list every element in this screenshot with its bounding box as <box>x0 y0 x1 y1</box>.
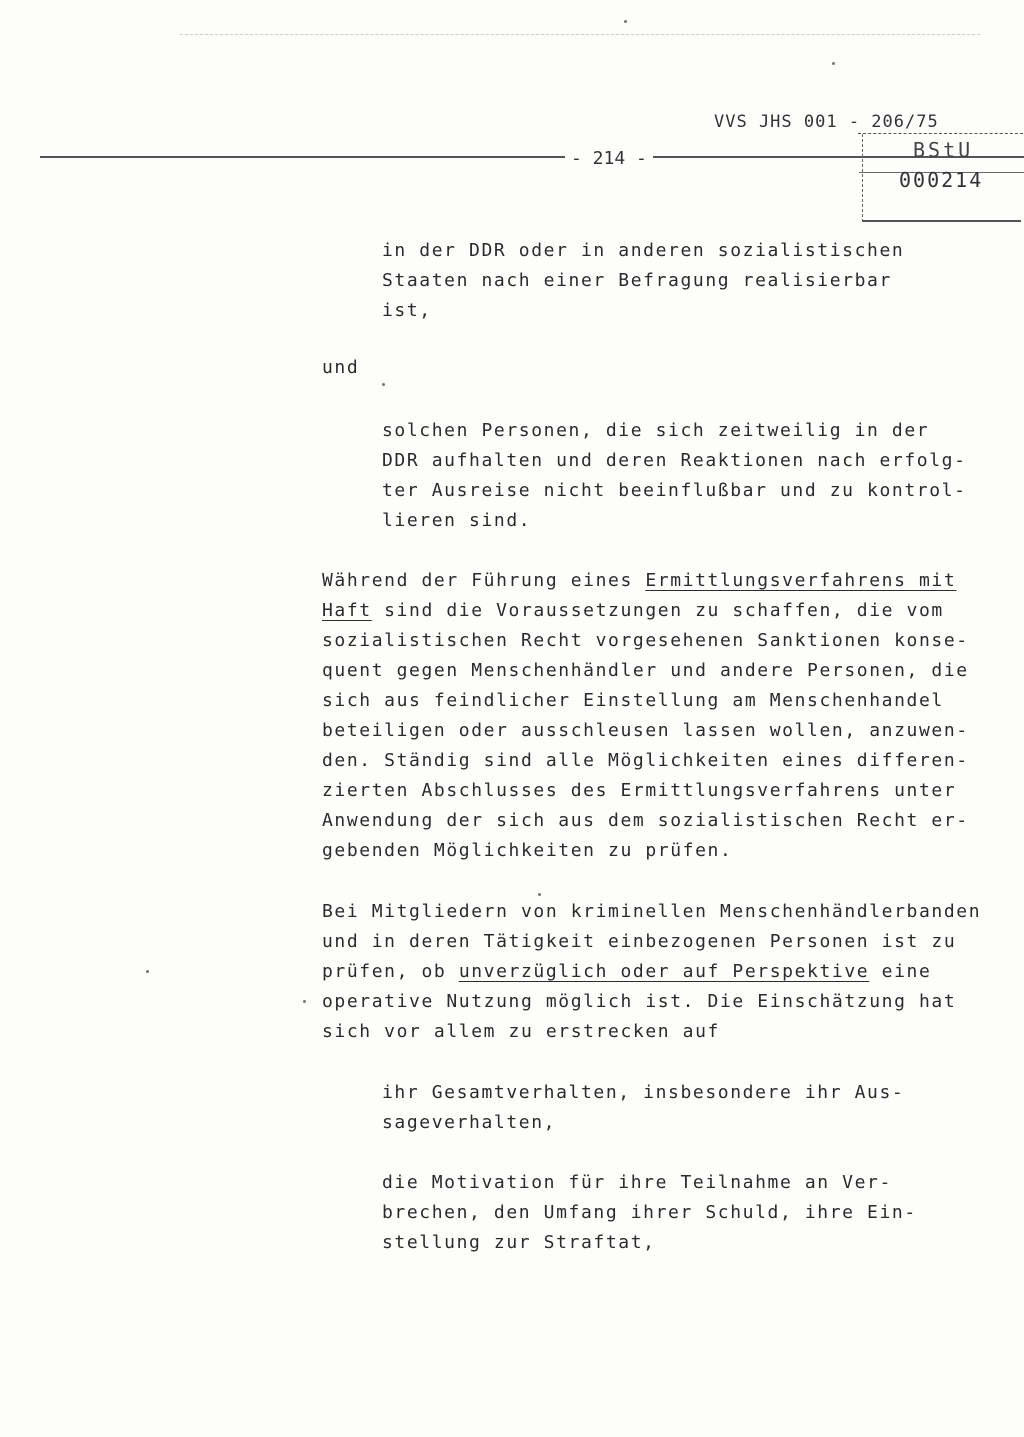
scan-dot <box>303 1000 306 1003</box>
paragraph-line: sich vor allem zu erstrecken auf <box>322 1021 720 1042</box>
paragraph-line: sozialistischen Recht vorgesehenen Sanktionen konse- <box>322 630 969 651</box>
paragraph-line: den. Ständig sind alle Möglichkeiten eines differen- <box>322 750 969 771</box>
list-line: brechen, den Umfang ihrer Schuld, ihre Ein- <box>382 1202 917 1223</box>
scan-dot <box>832 62 835 65</box>
list-line: die Motivation für ihre Teilnahme an Ver- <box>382 1172 892 1193</box>
underlined-term: Haft <box>322 600 372 621</box>
text-run: Während der Führung eines <box>322 570 646 591</box>
text-line: Staaten nach einer Befragung realisierbar <box>382 270 892 291</box>
paragraph-line: beteiligen oder ausschleusen lassen wollen, anzuwen- <box>322 720 969 741</box>
stamp-number: 000214 <box>899 168 984 192</box>
underlined-term: Ermittlungsverfahrens mit <box>645 570 957 591</box>
archive-stamp <box>862 134 1021 222</box>
connector-word: und <box>322 357 360 378</box>
text-line: lieren sind. <box>382 510 532 531</box>
paragraph-line <box>322 566 956 596</box>
page-number: - 214 - <box>565 148 653 169</box>
paragraph-line: zierten Abschlusses des Ermittlungsverfahrens unter <box>322 780 957 801</box>
text-line: DDR aufhalten und deren Reaktionen nach erfolg- <box>382 450 967 471</box>
text-run: sind die Voraussetzungen zu schaffen, die vom <box>371 600 944 621</box>
list-line: sageverhalten, <box>382 1112 557 1133</box>
scan-dot <box>624 20 627 23</box>
text-line: in der DDR oder in anderen sozialistischen <box>382 240 905 261</box>
paragraph-line: Bei Mitgliedern von kriminellen Menschenhändlerbanden <box>322 901 982 922</box>
scan-dot <box>538 893 541 896</box>
paragraph-line: gebenden Möglichkeiten zu prüfen. <box>322 840 733 861</box>
paragraph-line: sich aus feindlicher Einstellung am Menschenhandel <box>322 690 944 711</box>
stamp-agency: BStU <box>913 138 974 162</box>
list-line: ihr Gesamtverhalten, insbesondere ihr Aus- <box>382 1082 905 1103</box>
scan-dot <box>146 970 149 973</box>
paragraph-line <box>322 957 931 987</box>
text-line: ter Ausreise nicht beeinflußbar und zu kontrol- <box>382 480 967 501</box>
paragraph-line: operative Nutzung möglich ist. Die Einschätzung hat <box>322 991 957 1012</box>
underlined-term: unverzüglich oder auf Perspektive <box>458 961 870 982</box>
text-line: ist, <box>382 300 432 321</box>
text-run: prüfen, ob <box>322 961 459 982</box>
text-run: eine <box>869 961 932 982</box>
text-line: solchen Personen, die sich zeitweilig in der <box>382 420 930 441</box>
document-reference: VVS JHS 001 - 206/75 <box>714 112 939 132</box>
list-line: stellung zur Straftat, <box>382 1232 656 1253</box>
paragraph-line: quent gegen Menschenhändler und andere Personen, die <box>322 660 969 681</box>
paragraph-line: Anwendung der sich aus dem sozialistischen Recht er- <box>322 810 969 831</box>
paragraph-line <box>322 596 944 626</box>
scan-artifact <box>180 34 980 41</box>
scan-dot <box>382 383 385 386</box>
paragraph-line: und in deren Tätigkeit einbezogenen Personen ist zu <box>322 931 957 952</box>
